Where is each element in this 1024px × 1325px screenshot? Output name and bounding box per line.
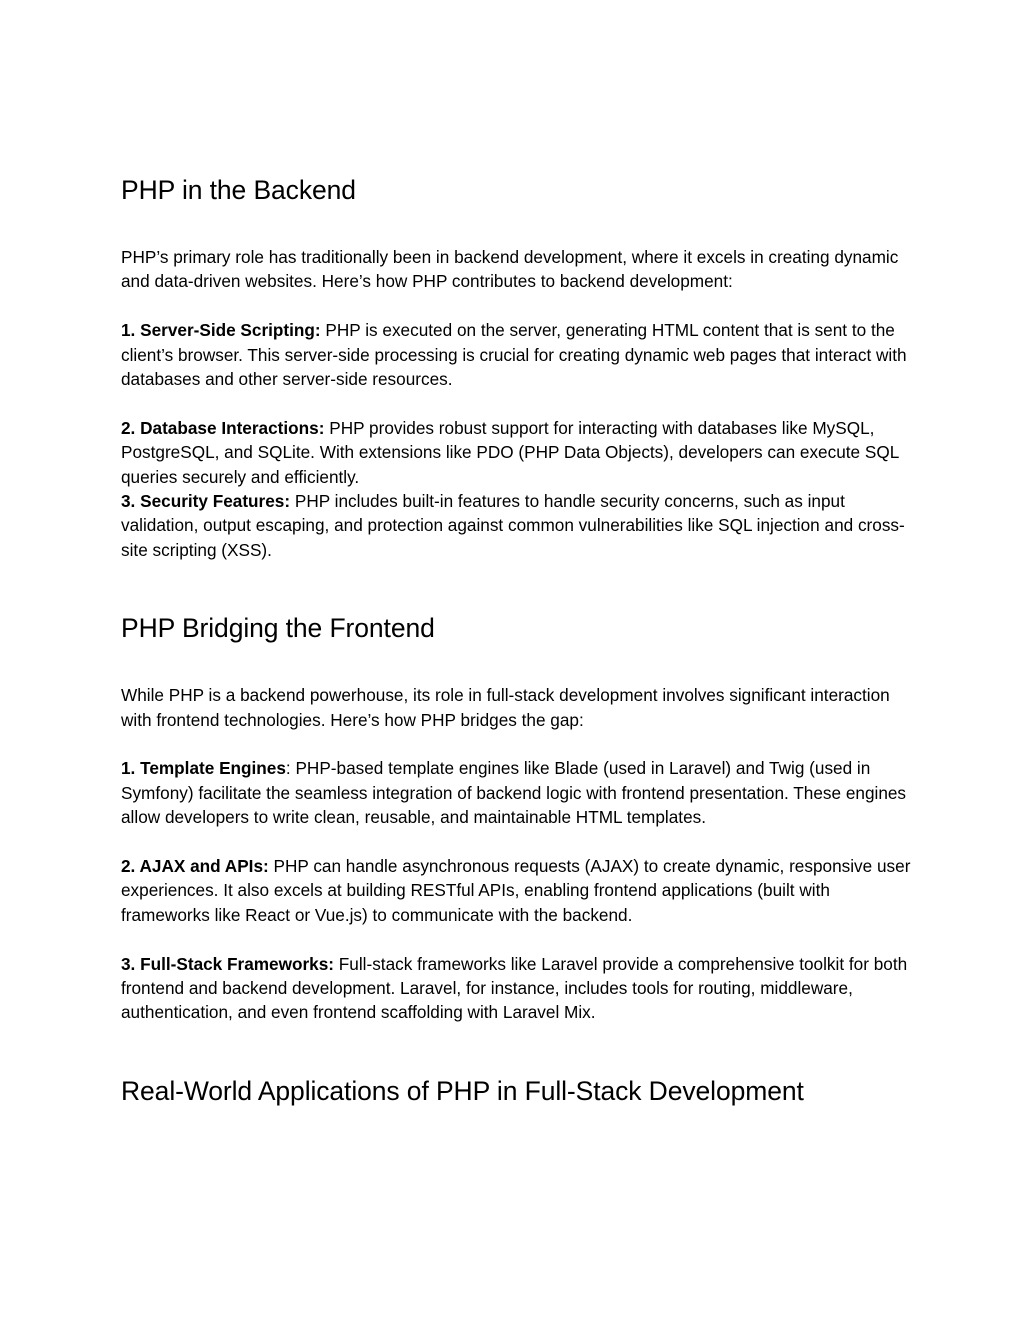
item-text: PHP can handle asynchronous requests (AJAX) to create dynamic, responsive user experiences. It also excels at building RESTful APIs, enabling frontend applications (built with frameworks like React or Vue.js) to communicate with the backend. xyxy=(121,856,911,925)
section-intro-frontend: While PHP is a backend powerhouse, its role in full-stack development involves significant interaction with frontend technologies. Here’s how PHP bridges the gap: xyxy=(121,685,890,730)
item-label: 1. Server-Side Scripting: xyxy=(121,320,321,341)
item-text: Full-stack frameworks like Laravel provide a comprehensive toolkit for both frontend and backend development. Laravel, for instance, includes tools for routing, middleware, authentication, and even frontend scaffolding with Laravel Mix. xyxy=(121,953,908,1023)
item-text: PHP provides robust support for interacting with databases like MySQL, PostgreSQL, and SQLite. With extensions like PDO (PHP Data Objects), developers can execute SQL queries securely and efficiently. xyxy=(121,417,899,487)
list-item-database-interactions xyxy=(121,416,911,489)
list-item-template-engines xyxy=(121,756,911,829)
list-item-server-side-scripting xyxy=(121,318,911,391)
document-body xyxy=(121,172,911,1109)
item-label: 3. Full-Stack Frameworks: xyxy=(121,953,335,974)
item-label: 3. Security Features: xyxy=(121,491,291,512)
section-heading-backend: PHP in the Backend xyxy=(121,175,356,205)
item-text: : PHP-based template engines like Blade (used in Laravel) and Twig (used in Symfony) facilitate the seamless integration of backend logic with frontend presentation. These engines allow developers to write clean, reusable, and maintainable HTML templates. xyxy=(121,758,907,828)
item-label: 2. Database Interactions: xyxy=(121,417,325,438)
item-text: PHP is executed on the server, generating HTML content that is sent to the client’s browser. This server-side processing is crucial for creating dynamic web pages that interact with databases and other server-side resources. xyxy=(121,320,907,390)
item-text: PHP includes built-in features to handle security concerns, such as input validation, output escaping, and protection against common vulnerabilities like SQL injection and cross-site scripting (XSS). xyxy=(121,491,905,560)
section-heading-real-world: Real-World Applications of PHP in Full-Stack Development xyxy=(121,1075,804,1106)
section-heading-frontend: PHP Bridging the Frontend xyxy=(121,613,435,644)
item-label: 2. AJAX and APIs: xyxy=(121,856,269,877)
list-item-full-stack-frameworks xyxy=(121,952,911,1025)
item-label: 1. Template Engines xyxy=(121,758,286,779)
list-item-ajax-apis xyxy=(121,854,911,927)
list-item-security-features xyxy=(121,489,911,562)
section-intro-backend: PHP’s primary role has traditionally been in backend development, where it excels in creating dynamic and data-driven websites. Here’s how PHP contributes to backend development: xyxy=(121,247,899,292)
